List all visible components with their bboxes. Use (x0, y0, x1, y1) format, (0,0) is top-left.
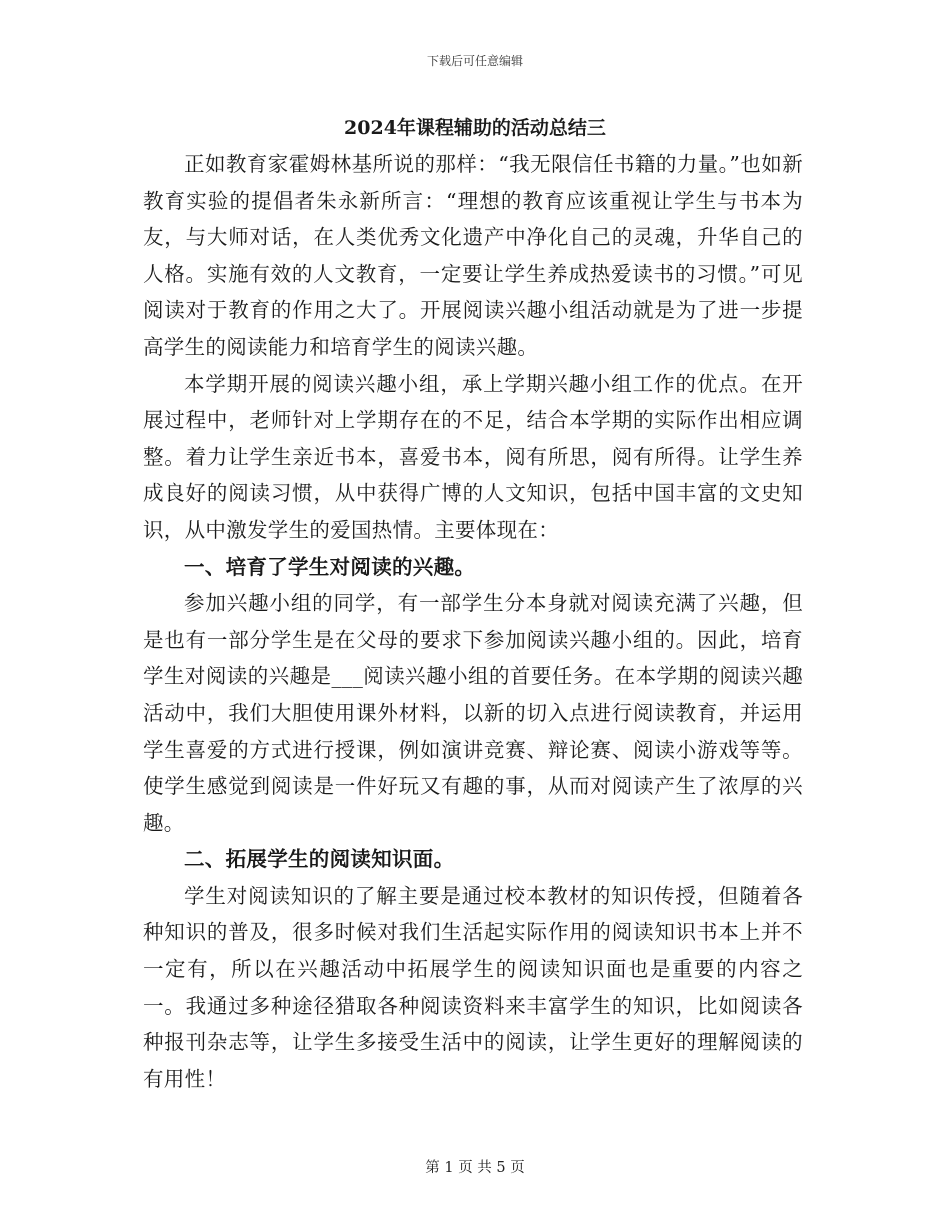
section-heading-2: 二、拓展学生的阅读知识面。 (184, 847, 455, 872)
document-title: 2024年课程辅助的活动总结三 (344, 117, 606, 139)
body-paragraph-2: 本学期开展的阅读兴趣小组，承上学期兴趣小组工作的优点。在开展过程中，老师针对上学期存在的不足，结合本学期的实际作出相应调整。着力让学生亲近书本，喜爱书本，阅有所思，阅有所得。让学生养成良好的阅读习惯，从中获得广博的人文知识，包括中国丰富的文史知识，从中激发学生的爱国热情。主要体现在： (143, 371, 803, 542)
body-paragraph-4: 学生对阅读知识的了解主要是通过校本教材的知识传授，但随着各种知识的普及，很多时候对我们生活起实际作用的阅读知识书本上并不一定有，所以在兴趣活动中拓展学生的阅读知识面也是重要的内容之一。我通过多种途径猎取各种阅读资料来丰富学生的知识，比如阅读各种报刊杂志等，让学生多接受生活中的阅读，让学生更好的理解阅读的有用性！ (143, 883, 803, 1091)
body-paragraph-1: 正如教育家霍姆林基所说的那样：“我无限信任书籍的力量。”也如新教育实验的提倡者朱永新所言：“理想的教育应该重视让学生与书本为友，与大师对话，在人类优秀文化遗产中净化自己的灵魂，升华自己的人格。实施有效的人文教育，一定要让学生养成热爱读书的习惯。”可见阅读对于教育的作用之大了。开展阅读兴趣小组活动就是为了进一步提高学生的阅读能力和培育学生的阅读兴趣。 (143, 152, 803, 359)
page-number-footer: 第 1 页 共 5 页 (425, 1160, 525, 1176)
page-header-note: 下载后可任意编辑 (426, 54, 523, 68)
document-body (143, 146, 803, 1097)
section-heading-1: 一、培育了学生对阅读的兴趣。 (184, 554, 476, 579)
body-paragraph-3: 参加兴趣小组的同学，有一部学生分本身就对阅读充满了兴趣，但是也有一部分学生是在父母的要求下参加阅读兴趣小组的。因此，培育学生对阅读的兴趣是___阅读兴趣小组的首要任务。在本学期的阅读兴趣活动中，我们大胆使用课外材料，以新的切入点进行阅读教育，并运用学生喜爱的方式进行授课，例如演讲竞赛、辩论赛、阅读小游戏等等。使学生感觉到阅读是一件好玩又有趣的事，从而对阅读产生了浓厚的兴趣。 (143, 591, 803, 835)
